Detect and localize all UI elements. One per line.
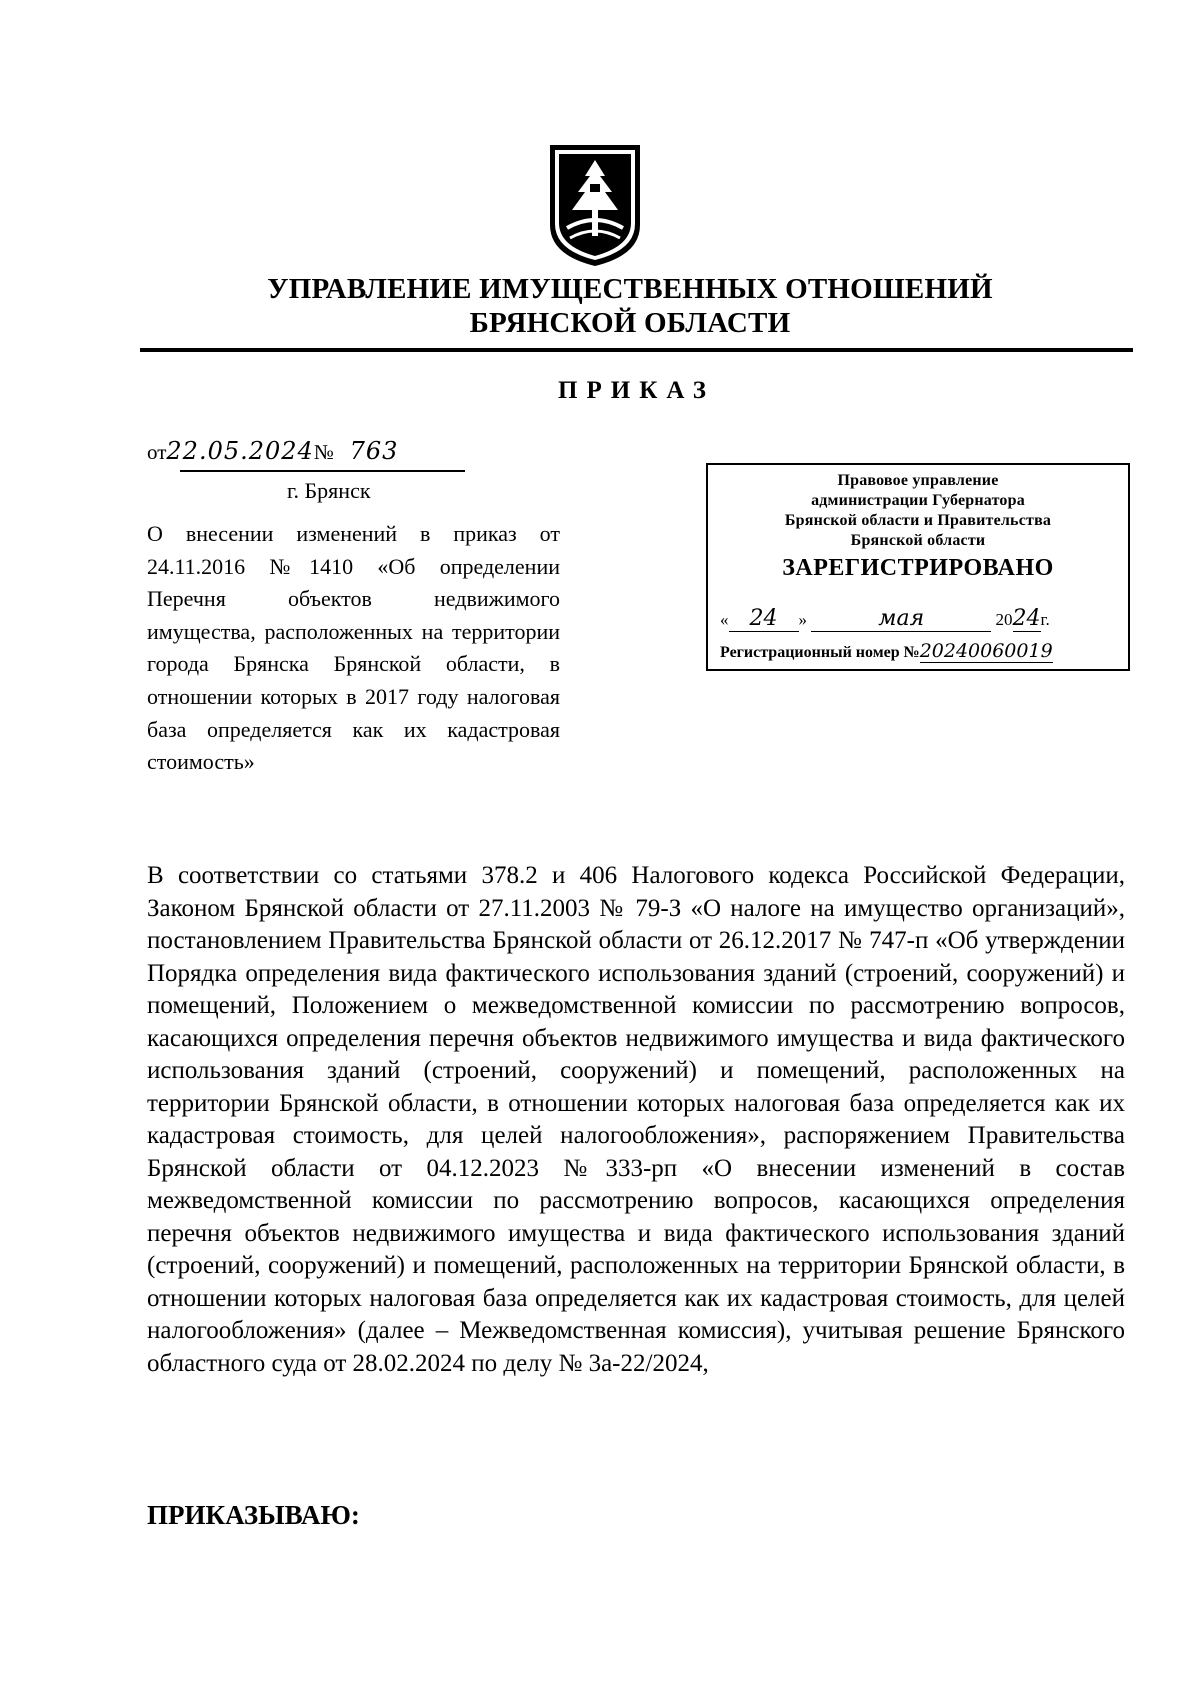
- organization-line-1: УПРАВЛЕНИЕ ИМУЩЕСТВЕННЫХ ОТНОШЕНИЙ: [267, 273, 993, 305]
- organization-line-2: БРЯНСКОЙ ОБЛАСТИ: [469, 307, 791, 339]
- stamp-year-suffix: 24: [1012, 606, 1041, 631]
- stamp-line-1: Правовое управление: [837, 472, 999, 489]
- stamp-year-end: г.: [1040, 610, 1050, 629]
- date-prefix: от: [147, 440, 167, 464]
- stamp-line-4: Брянской области: [850, 532, 986, 549]
- city: г. Брянск: [287, 478, 371, 503]
- document-number: 763: [349, 437, 399, 465]
- registration-stamp: [706, 463, 1130, 671]
- stamp-registered: ЗАРЕГИСТРИРОВАНО: [782, 555, 1054, 581]
- document-subject: О внесении изменений в приказ от 24.11.2016 №1410 «Об определении Перечня объектов недвижимого имущества, расположенных на территории города Брянска Брянской области, в отношении которых в 2017 году налоговая база определяется как их кадастровая стоимость»: [147, 521, 560, 775]
- stamp-reg-number: 20240060019: [919, 640, 1053, 662]
- stamp-date-line: [720, 606, 1120, 630]
- stamp-day: 24: [729, 606, 799, 632]
- header-divider: [140, 348, 1133, 352]
- stamp-line-3: Брянской области и Правительства: [784, 512, 1052, 529]
- date-underline: [180, 470, 465, 472]
- body-paragraph: В соответствии со статьями 378.2 и 406 Налогового кодекса Российской Федерации, Законом Брянской области от 27.11.2003 № 79-З «О налоге на имущество организаций», постановлением Правительства Брянской области от 26.12.2017 № 747-п «Об утверждении Порядка определения вида фактического использования зданий (строений, сооружений) и помещений, Положением о межведомственной комиссии по рассмотрению вопросов, касающихся определения перечня объектов недвижимого имущества и вида фактического использования зданий (строений, сооружений) и помещений, расположенных на территории Брянской области, в отношении которых налоговая база определяется как их кадастровая стоимость, для целей налогообложения», распоряжением Правительства Брянской области от 04.12.2023 №333-рп «О внесении изменений в состав межведомственной комиссии по рассмотрению вопросов, касающихся определения перечня объектов недвижимого имущества и вида фактического использования зданий (строений, сооружений) и помещений, расположенных на территории Брянской области, в отношении которых налоговая база определяется как их кадастровая стоимость, для целей налогообложения» (далее – Межведомственная комиссия), учитывая решение Брянского областного суда от 28.02.2024 по делу № 3а-22/2024,: [147, 862, 1125, 1377]
- stamp-month: мая: [811, 606, 991, 632]
- stamp-registration-number: [720, 640, 1128, 662]
- document-type: ПРИКАЗ: [558, 377, 715, 404]
- stamp-header: [708, 471, 1128, 551]
- stamp-reg-label: Регистрационный номер №: [720, 644, 920, 661]
- stamp-open-quote: «: [720, 610, 729, 629]
- stamp-close-quote: »: [798, 610, 807, 629]
- document-date: 22.05.2024: [166, 437, 314, 465]
- coat-of-arms-icon: [545, 140, 645, 270]
- organization-name: [140, 272, 1120, 340]
- decree-heading: ПРИКАЗЫВАЮ:: [147, 1500, 360, 1530]
- number-prefix: №: [313, 440, 334, 464]
- stamp-year-prefix: 20: [995, 610, 1013, 629]
- stamp-line-2: администрации Губернатора: [811, 492, 1025, 509]
